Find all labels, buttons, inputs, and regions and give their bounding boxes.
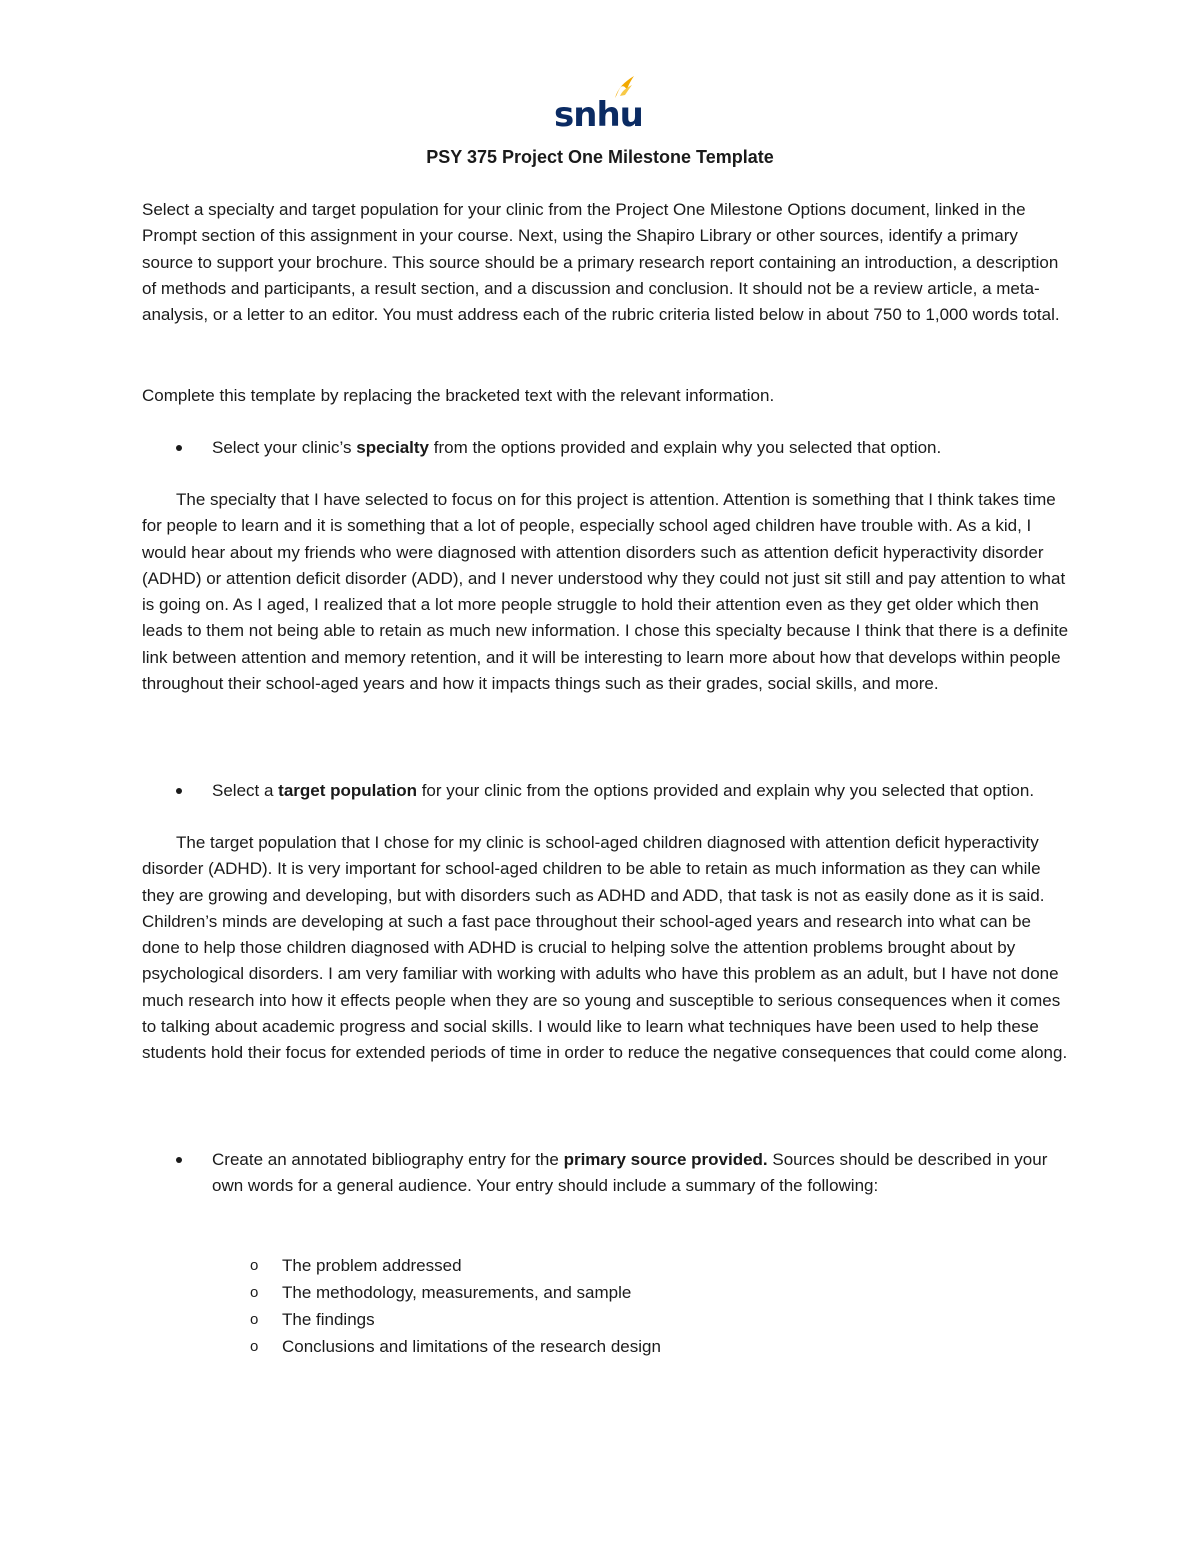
sub-bullet-icon: o (250, 1257, 259, 1274)
target-population-answer: The target population that I chose for my clinic is school-aged children diagnosed with attention deficit hyperactivity disorder (ADHD). It is very important for school-aged children to be able to retain as much information as they can while they are growing and developing, but with disorders such as ADHD and ADD, that task is not as easily done as it is said. Children’s minds are developing at such a fast pace throughout their school-aged years and research into what can be done to help those children diagnosed with ADHD is crucial to helping solve the attention problems brought about by psychological disorders. I am very familiar with working with adults who have this problem as an adult, but I have not done much research into how it effects people when they are so young and susceptible to serious consequences when it comes to talking about academic progress and social skills. I would like to learn what techniques have been used to help these students hold their focus for extended periods of time in order to reduce the negative consequences that could come along. (142, 833, 1068, 1063)
bullet-annotated-bibliography (142, 1147, 1072, 1200)
bullet-target-population (142, 778, 1072, 804)
bullet-annotated-bibliography-text: Create an annotated bibliography entry for the primary source provided. Sources should be described in your own words for a general audience. Your entry should include a summary of the following: (212, 1150, 1048, 1196)
sub-item-methodology: o The methodology, measurements, and sample (212, 1280, 1062, 1307)
sub-bullet-icon: o (250, 1311, 259, 1328)
sub-item-problem: o The problem addressed (212, 1253, 1062, 1280)
snhu-logo (554, 74, 643, 135)
bullet-specialty-text: Select your clinic’s specialty from the options provided and explain why you selected that option. (212, 438, 942, 457)
bullet-icon (176, 788, 182, 794)
bullet-icon (176, 445, 182, 451)
logo-wordmark: snhu (554, 95, 643, 135)
bullet-icon (176, 1157, 182, 1163)
intro-paragraph: Select a specialty and target population for your clinic from the Project One Milestone Options document, linked in the Prompt section of this assignment in your course. Next, using the Shapiro Library or other sources, identify a primary source to support your brochure. This source should be a primary research report containing an introduction, a description of methods and participants, a result section, and a discussion and conclusion. It should not be a review article, a meta-analysis, or a letter to an editor. You must address each of the rubric criteria listed below in about 750 to 1,000 words total. (142, 200, 1060, 325)
bullet-specialty (142, 435, 1072, 461)
sub-bullet-icon: o (250, 1338, 259, 1355)
specialty-answer: The specialty that I have selected to focus on for this project is attention. Attention is something that I think takes time for people to learn and it is something that a lot of people, especially school aged children have trouble with. As a kid, I would hear about my friends who were diagnosed with attention disorders such as attention deficit hyperactivity disorder (ADHD) or attention deficit disorder (ADD), and I never understood why they could not just sit still and pay attention to what is going on. As I aged, I realized that a lot more people struggle to hold their attention even as they get older which then leads to them not being able to retain as much new information. I chose this specialty because I think that there is a definite link between attention and memory retention, and it will be interesting to learn more about how that develops within people throughout their school-aged years and how it impacts things such as their grades, social skills, and more. (142, 490, 1069, 694)
page-title: PSY 375 Project One Milestone Template (426, 147, 774, 167)
sub-item-conclusions: o Conclusions and limitations of the research design (212, 1334, 1062, 1361)
sub-bullet-icon: o (250, 1284, 259, 1301)
bullet-target-population-text: Select a target population for your clinic from the options provided and explain why you selected that option. (212, 781, 1035, 800)
instruction-paragraph: Complete this template by replacing the bracketed text with the relevant information. (142, 386, 775, 405)
sub-item-findings: o The findings (212, 1307, 1062, 1334)
